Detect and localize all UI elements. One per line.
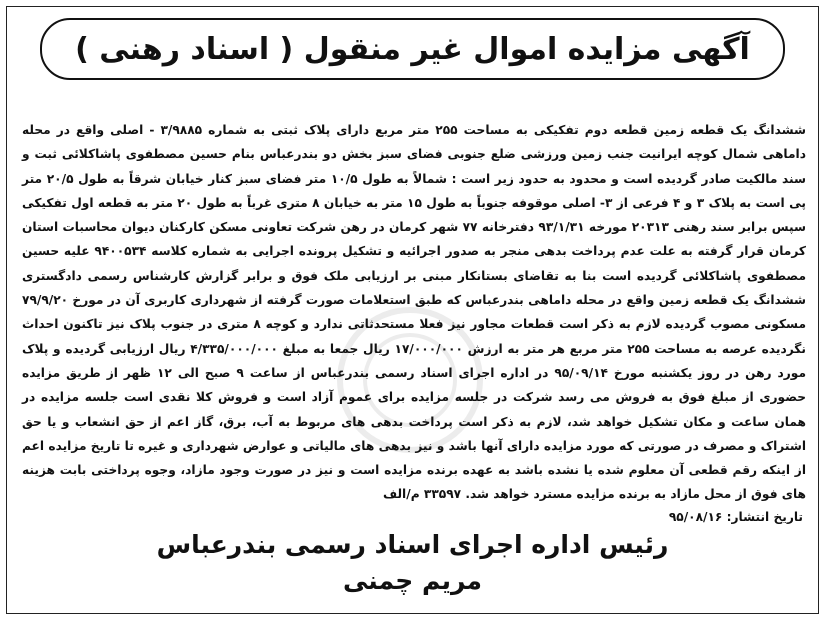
notice-body: ششدانگ یک قطعه زمین قطعه دوم تفکیکی به مساحت ۲۵۵ متر مربع دارای پلاک ثبتی به شماره ۳/۹۸۸۵ - اصلی واقع در محله داماهی شمال کوچه ایرانیت جنب زمین ورزشی ضلع جنوبی فضای سبز بخش دو بندرعباس بنام حسین مصطفوی پاشاکلائی ثبت و سند مالکیت صادر گردیده است و محدود به حدود زیر است : شمالاً به طول ۱۰/۵ متر فضای سبز کنار خیابان شرقاً به طول ۲۰/۵ متر پی است به پلاک ۳ و ۴ فرعی از ۳- اصلی موقوفه جنوباً به طول ۱۵ متر به خیابان ۸ متری غرباً به طول ۲۰ متر به قطعه اول تفکیکی سپس برابر سند رهنی ۲۰۳۱۳ مورخه ۹۳/۱/۳۱ دفترخانه ۷۷ شهر کرمان در رهن شرکت تعاونی مسکن کارکنان دیوان محاسبات استان کرمان قرار گرفته به علت عدم پرداخت بدهی منجر به صدور اجرائیه و تشکیل پرونده اجرایی به شماره کلاسه ۹۴۰۰۵۳۴ علیه حسین مصطفوی پاشاکلائی گردیده است بنا به تقاضای بستانکار مبنی بر ارزیابی ملک فوق و برابر گزارش کارشناس رسمی دادگستری ششدانگ یک قطعه زمین واقع در محله داماهی بندرعباس که طبق استعلامات صورت گرفته از شهرداری کاربری آن در مورخ ۷۹/۹/۲۰ مسکونی مصوب گردیده لازم به ذکر است قطعات مجاور نیز فعلا مستحدثاتی ندارد و کوچه ۸ متری در جنوب پلاک نیز تاکنون احداث نگردیده عرصه به مساحت ۲۵۵ متر مربع هر متر به ارزش ۱۷/۰۰۰/۰۰۰ ریال جمعا به مبلغ ۴/۳۳۵/۰۰۰/۰۰۰ ریال ارزیابی گردیده و پلاک مورد رهن در روز یکشنبه مورخ ۹۵/۰۹/۱۴ در اداره اجرای اسناد رسمی بندرعباس از ساعت ۹ صبح الی ۱۲ ظهر از طریق مزایده حضوری از مبلغ فوق به فروش می رسد شرکت در جلسه مزایده برای عموم آزاد است و فروش کلا نقدی است جلسه مزایده در همان ساعت و مکان تشکیل خواهد شد، لازم به ذکر است پرداخت بدهی های مربوط به آب، برق، گاز اعم از حق انشعاب و یا حق اشتراک و مصرف در صورتی که مورد مزایده دارای آنها باشد و نیز بدهی های مالیاتی و عوارض شهرداری و غیره تا تاریخ مزایده اعم از اینکه رقم قطعی آن معلوم شده یا نشده باشد به عهده برنده مزایده است و نیز در صورت وجود مازاد، وجوه پرداختی بابت هزینه های فوق از محل مازاد به برنده مزایده مسترد خواهد شد. ۳۳۵۹۷ م/الف bbox=[22, 123, 807, 502]
signature-name: مریم چمنی bbox=[342, 566, 482, 595]
publish-date: تاریخ انتشار: ۹۵/۰۸/۱۶ bbox=[668, 510, 803, 524]
title-frame bbox=[40, 18, 785, 80]
notice-title: آگهی مزایده اموال غیر منقول ( اسناد رهنی ) bbox=[75, 31, 750, 67]
signature-title: رئیس اداره اجرای اسناد رسمی بندرعباس bbox=[156, 530, 669, 559]
